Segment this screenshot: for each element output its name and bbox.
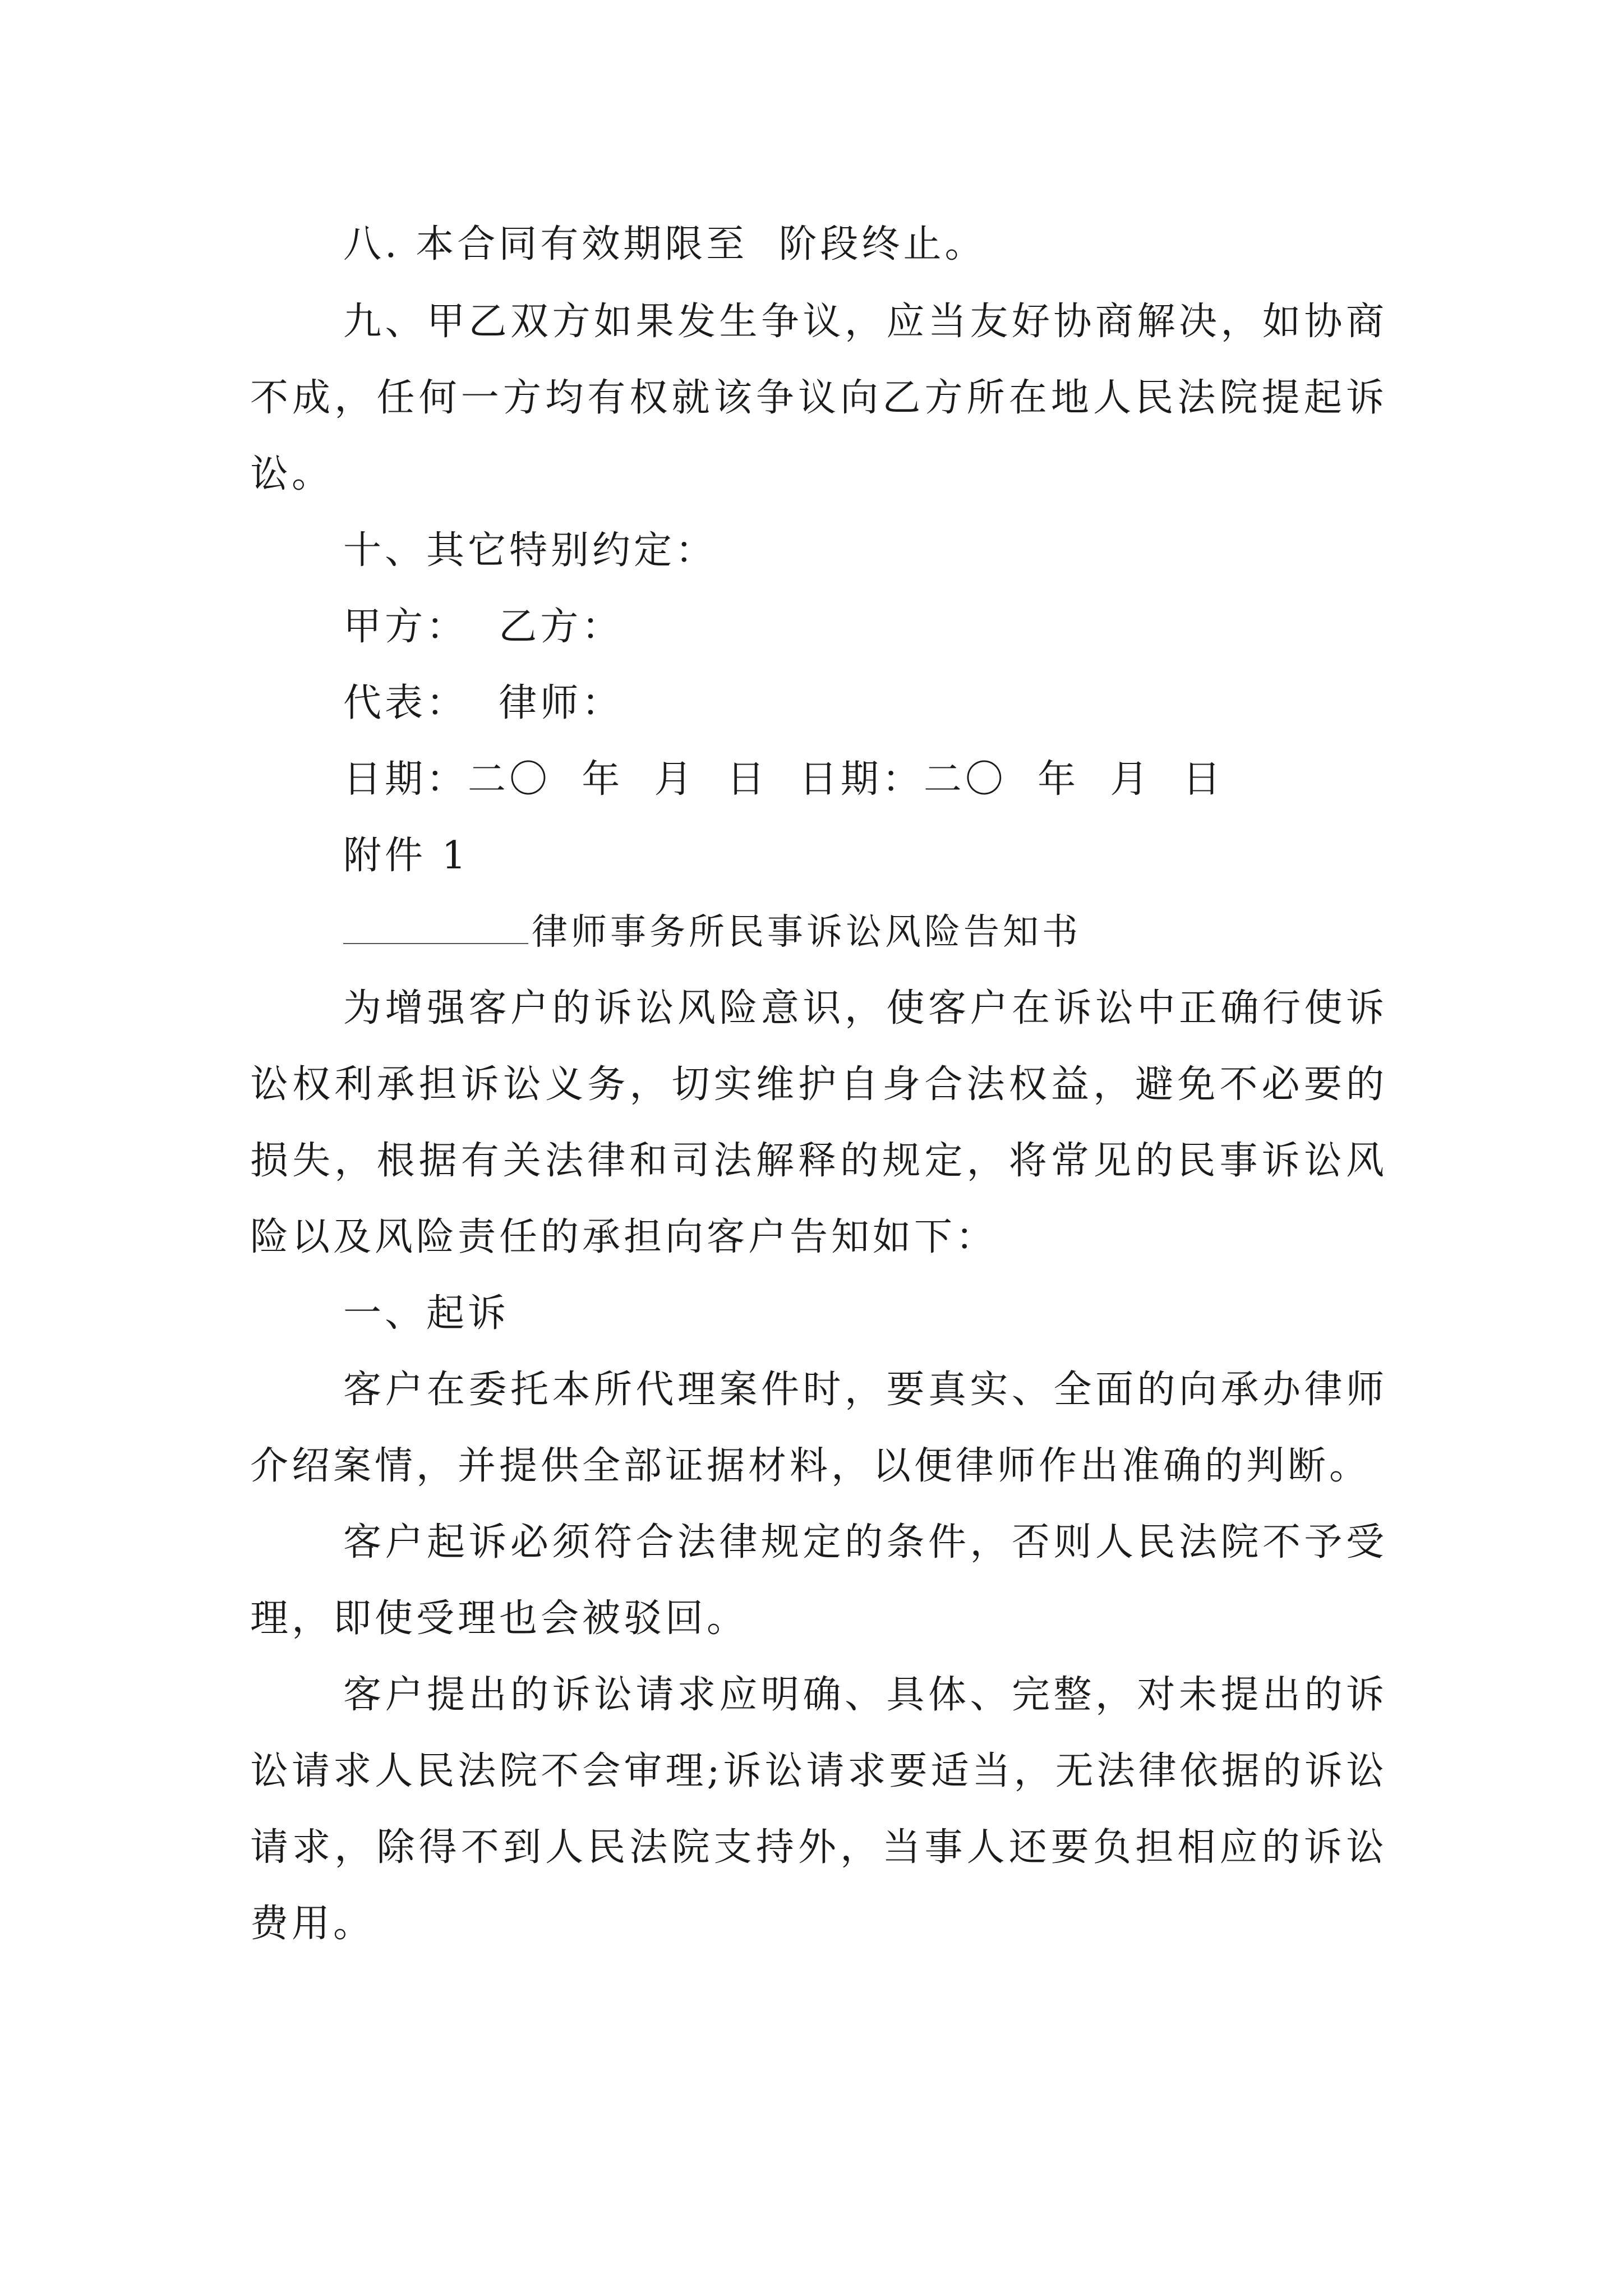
clause-8: 八. 本合同有效期限至 阶段终止。 bbox=[343, 222, 986, 266]
section-1-paragraph-3: 客户提出的诉讼请求应明确、具体、完整，对未提出的诉讼请求人民法院不会审理;诉讼请求要适当，无法律依据的诉讼请求，除得不到人民法院支持外，当事人还要负担相应的诉讼费用。 bbox=[250, 1673, 1387, 1946]
section-1-paragraph-2: 客户起诉必须符合法律规定的条件，否则人民法院不予受理，即使受理也会被驳回。 bbox=[250, 1520, 1387, 1641]
notice-intro: 为增强客户的诉讼风险意识，使客户在诉讼中正确行使诉讼权利承担诉讼义务，切实维护自身合法权益，避免不必要的损失，根据有关法律和司法解释的规定，将常见的民事诉讼风险以及风险责任的承担向客户告知如下： bbox=[250, 986, 1387, 1259]
clause-9: 九、甲乙双方如果发生争议，应当友好协商解决，如协商不成，任何一方均有权就该争议向乙方所在地人民法院提起诉讼。 bbox=[250, 300, 1387, 496]
attachment-label: 附件 1 bbox=[343, 834, 469, 878]
document-body bbox=[250, 206, 1387, 1962]
section-1-heading: 一、起诉 bbox=[343, 1291, 510, 1336]
date-line: 日期：二〇 年 月 日 日期：二〇 年 月 日 bbox=[343, 757, 1224, 802]
firm-name-blank bbox=[343, 909, 528, 944]
clause-10: 十、其它特别约定： bbox=[343, 528, 717, 573]
representative-signature-line: 代表： 律师： bbox=[343, 681, 624, 725]
section-1-paragraph-1: 客户在委托本所代理案件时，要真实、全面的向承办律师介绍案情，并提供全部证据材料，以便律师作出准确的判断。 bbox=[250, 1368, 1387, 1488]
notice-title-line bbox=[250, 894, 1387, 970]
notice-title: 律师事务所民事诉讼风险告知书 bbox=[532, 912, 1081, 953]
party-signature-line: 甲方： 乙方： bbox=[343, 605, 624, 649]
